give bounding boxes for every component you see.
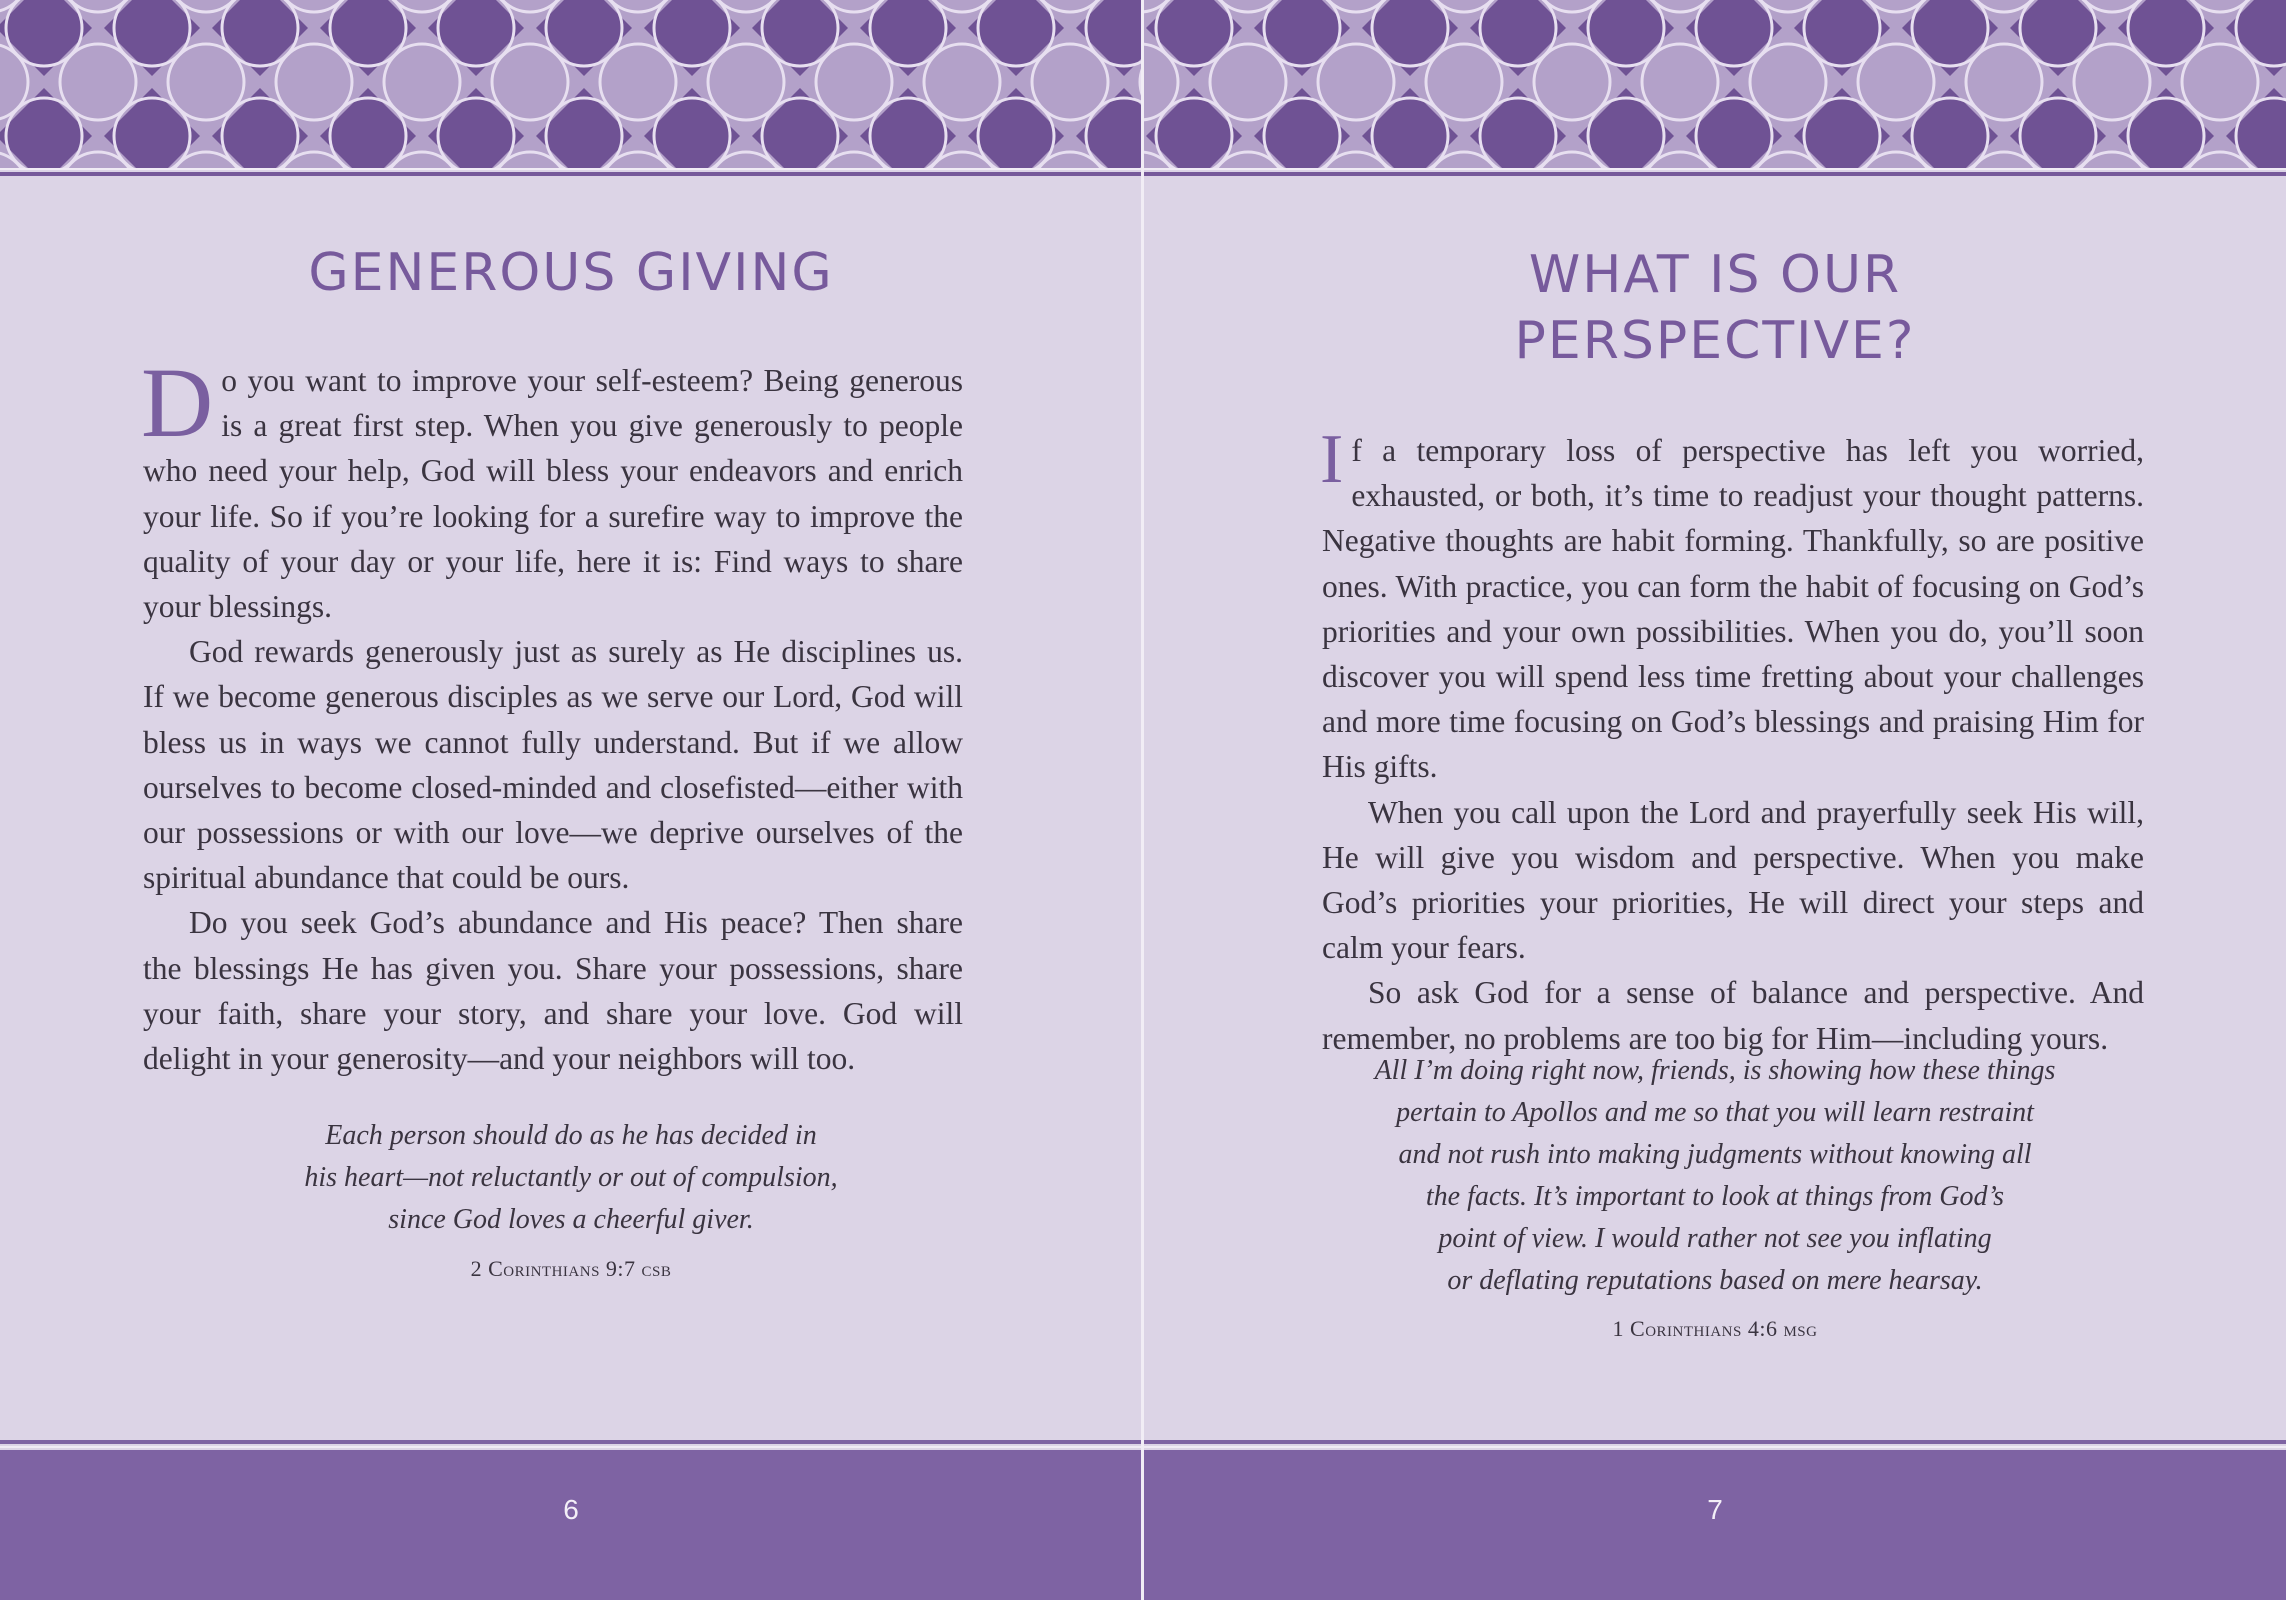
header-rule-light xyxy=(1144,168,2286,170)
verse-line: his heart—not reluctantly or out of compulsion, xyxy=(304,1162,838,1193)
drop-cap: D xyxy=(141,347,214,458)
header-pattern xyxy=(0,0,1142,168)
body-text xyxy=(1320,421,2144,1061)
header-rule xyxy=(0,172,1142,176)
paragraph: f a temporary loss of perspective has left you worried, exhausted, or both, it’s time to readjust your thought patterns. Negative thoughts are habit forming. Thankfully, so are positive ones. With practice, you can form the habit of focusing on God’s priorities and your own possibilities. When you do, you’ll soon discover you will spend less time fretting about your challenges and more time focusing on God’s blessings and praising Him for His gifts. xyxy=(1322,433,2144,785)
paragraph: When you call upon the Lord and prayerfully seek His will, He will give you wisdom and perspective. When you make God’s priorities your priorities, He will direct your steps and calm your fears. xyxy=(1322,794,2144,966)
scripture-reference: 2 Corinthians 9:7 csb xyxy=(470,1256,672,1281)
verse-line: Each person should do as he has decided in xyxy=(325,1120,817,1151)
verse-line: All I’m doing right now, friends, is showing how these things xyxy=(1374,1055,2056,1086)
footer-rule-light xyxy=(0,1446,1142,1448)
header-pattern xyxy=(1144,0,2286,168)
verse-line: or deflating reputations based on mere hearsay. xyxy=(1447,1265,1983,1296)
verse-line: and not rush into making judgments without knowing all xyxy=(1398,1139,2032,1170)
page-number: 6 xyxy=(563,1494,579,1525)
verse-line: pertain to Apollos and me so that you will learn restraint xyxy=(1396,1097,2034,1128)
body-text xyxy=(141,347,963,1081)
title-line: WHAT IS OUR xyxy=(1528,245,1902,305)
paragraph: God rewards generously just as surely as He disciplines us. If we become generous disciples as we serve our Lord, God will bless us in ways we cannot fully understand. But if we allow ourselves to become closed-minded and closefisted—either with our possessions or with our love—we deprive ourselves of the spiritual abundance that could be ours. xyxy=(143,634,963,896)
scripture-quote xyxy=(100,1115,1042,1241)
scripture-quote xyxy=(1244,1050,2186,1302)
page-title: GENEROUS GIVING xyxy=(308,243,834,303)
verse-line: point of view. I would rather not see you inflating xyxy=(1438,1223,1992,1254)
paragraph: Do you seek God’s abundance and His peace? Then share the blessings He has given you. Share your possessions, share your faith, share your story, and share your love. God will delight in your generosity—and your neighbors will too. xyxy=(143,905,963,1077)
drop-cap: I xyxy=(1320,421,1344,498)
footer-rule xyxy=(0,1440,1142,1444)
page-number: 7 xyxy=(1707,1494,1723,1525)
left-page xyxy=(0,0,1142,1600)
scripture-reference: 1 Corinthians 4:6 msg xyxy=(1612,1316,1818,1341)
paragraph: So ask God for a sense of balance and perspective. And remember, no problems are too big for Him—including yours. xyxy=(1322,975,2144,1056)
footer-rule xyxy=(1144,1440,2286,1444)
header-rule-light xyxy=(0,168,1142,170)
header-rule xyxy=(1144,172,2286,176)
title-line: PERSPECTIVE? xyxy=(1514,311,1916,371)
right-page xyxy=(1144,0,2286,1600)
paragraph: o you want to improve your self-esteem? Being generous is a great first step. When you give generously to people who need your help, God will bless your endeavors and enrich your life. So if you’re looking for a surefire way to improve the quality of your day or your life, here it is: Find ways to share your blessings. xyxy=(143,363,963,625)
page-title xyxy=(1244,242,2186,374)
verse-line: since God loves a cheerful giver. xyxy=(388,1204,754,1235)
verse-line: the facts. It’s important to look at things from God’s xyxy=(1425,1181,2005,1212)
footer-rule-light xyxy=(1144,1446,2286,1448)
